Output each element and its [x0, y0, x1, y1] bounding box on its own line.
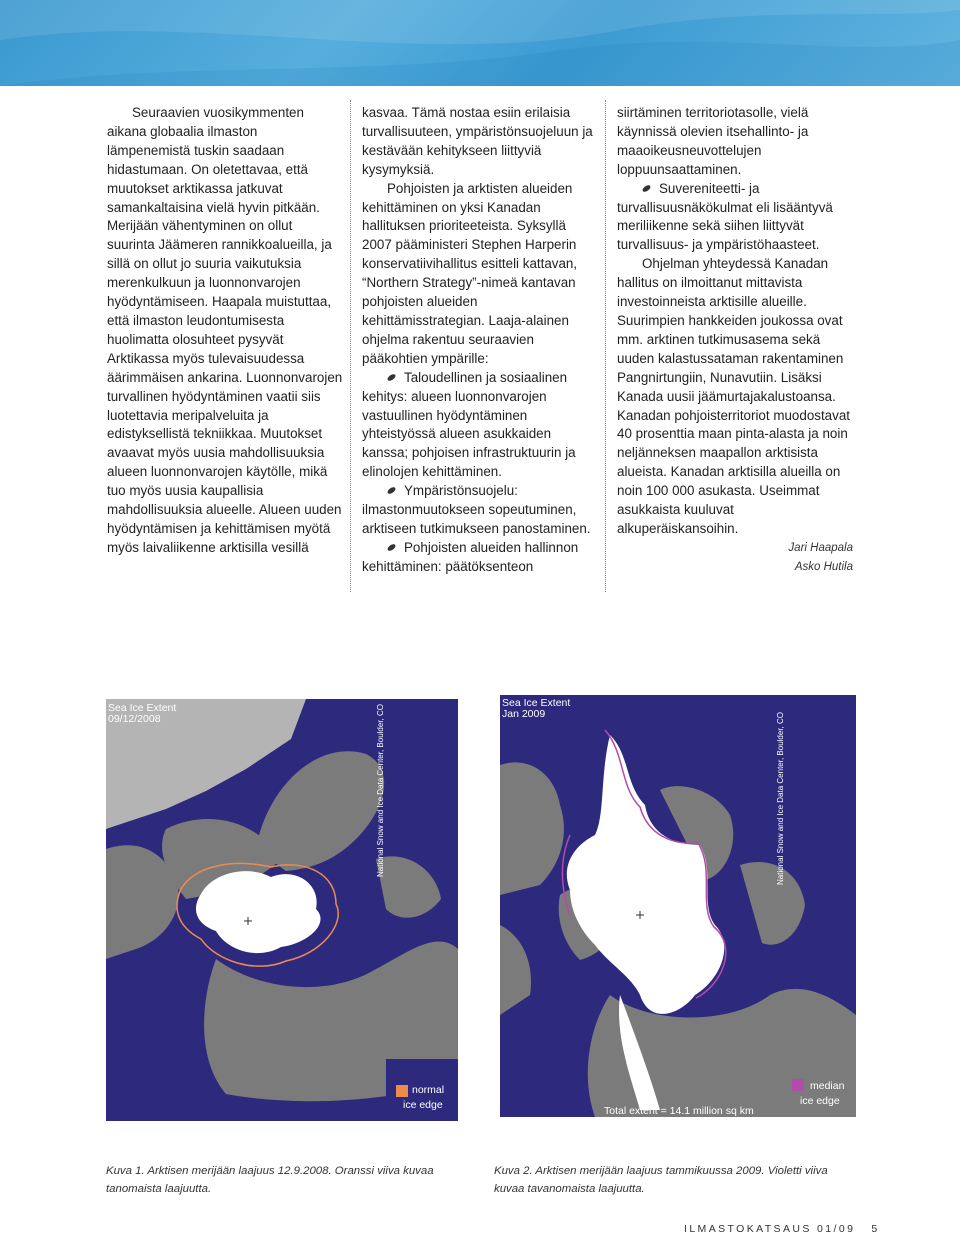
total-extent-label: Total extent = 14.1 million sq km [604, 1105, 754, 1117]
author-name: Jari Haapala [788, 541, 853, 554]
map-title [108, 703, 176, 725]
bullet-item [362, 539, 598, 577]
map-credit: National Snow and Ice Data Center, Boulder, CO [376, 704, 385, 877]
legend-label-1: normal [412, 1084, 445, 1096]
bullet-icon [386, 486, 396, 495]
column1-paragraph: Seuraavien vuosikymmenten aikana globaalia ilmaston lämpenemistä tuskin saadaan hidastumaan. On oletettavaa, että muutokset arktikassa jatkuvat samankaltaisina vielä hyvin pitkään. Merijään vähentyminen on ollut suurinta Jäämeren rannikkoalueilla, ja sillä on ollut jo suuria vaikutuksia merenkulkuun ja luonnonvarojen hyödyntämiseen. Haapala muistuttaa, että ilmaston leudontumisesta huolimatta olosuhteet pysyvät Arktikassa myös tulevaisuudessa äärimmäisen ankarina. Luonnonvarojen turvallinen hyödyntäminen vaatii siis luotettavia meripalveluita ja edistyksellistä tekniikkaa. Muutokset avaavat myös uusia mahdollisuuksia alueen luonnonvarojen käytölle, mikä tuo myös uusia kaupallisia mahdollisuuksia alueelle. Alueen uuden hyödyntämisen ja kehittämisen myötä myös laivaliikenne arktisilla vesillä [107, 105, 343, 555]
header-decoration [0, 0, 960, 86]
map-credit: National Snow and Ice Data Center, Boulder, CO [776, 712, 785, 885]
bullet-item [362, 369, 598, 482]
page-footer [684, 1223, 877, 1235]
text-column-1 [107, 104, 343, 558]
legend-swatch-violet [792, 1079, 804, 1091]
map-title-line-1: Sea Ice Extent [502, 697, 571, 709]
legend-label-2: ice edge [800, 1095, 840, 1107]
bullet-text: Ympäristönsuojelu: ilmastonmuutokseen sopeutuminen, arktiseen tutkimukseen panostaminen. [362, 483, 591, 536]
column2-paragraph-1: kasvaa. Tämä nostaa esiin erilaisia turvallisuuteen, ympäristönsuojeluun ja kestävään kehitykseen liittyviä kysymyksiä. [362, 105, 593, 177]
column3-paragraph-1: siirtäminen territoriotasolle, vielä käynnissä olevien itsehallinto- ja maaoikeusneuvottelujen loppuunsaattaminen. [617, 105, 809, 177]
header-band [0, 0, 960, 86]
figure-caption-1: Kuva 1. Arktisen merijään laajuus 12.9.2008. Oranssi viiva kuvaa tanomaista laajuutta. [106, 1165, 434, 1195]
bullet-icon [386, 373, 396, 382]
bullet-text: Suvereniteetti- ja turvallisuusnäkökulmat eli lisääntyvä meriliikenne sekä siihen liittyvät turvallisuus- ja ympäristöhaasteet. [617, 180, 833, 253]
map-title-line-2: Jan 2009 [502, 708, 546, 720]
legend-label-1: median [810, 1080, 845, 1092]
map-title-line-1: Sea Ice Extent [108, 702, 177, 714]
column2-paragraph-2: Pohjoisten ja arktisten alueiden kehittäminen on yksi Kanadan hallituksen prioriteeteista. Syksyllä 2007 pääministeri Stephen Harperin konservatiivihallitus esitteli kattavan, “Northern Strategy”-nimeä kantavan pohjoisten alueiden kehittämisstrategian. Laaja-alainen ohjelma rakentuu seuraavien pääkohtien ympärille: [362, 180, 578, 366]
bullet-item [617, 180, 853, 256]
bullet-icon [386, 543, 396, 552]
map-title-line-2: 09/12/2008 [108, 713, 161, 725]
page-number: 5 [871, 1223, 878, 1235]
bullet-icon [641, 183, 651, 192]
bullet-text: Pohjoisten alueiden hallinnon kehittäminen: päätöksenteon [362, 539, 579, 574]
sea-ice-map-graphic [500, 695, 856, 1117]
figure-caption-2: Kuva 2. Arktisen merijään laajuus tammikuussa 2009. Violetti viiva kuvaa tavanomaista laajuutta. [494, 1165, 828, 1195]
publication-name: ILMASTOKATSAUS 01/09 [684, 1223, 856, 1235]
sea-ice-map-graphic [106, 699, 458, 1121]
legend-label-2: ice edge [403, 1099, 443, 1111]
text-column-3 [617, 104, 853, 577]
column-separator [350, 100, 351, 592]
text-column-2 [362, 104, 598, 577]
author-name: Asko Hutila [794, 560, 853, 573]
sea-ice-map-2009 [500, 695, 856, 1117]
column-separator [605, 100, 606, 592]
map-title [502, 698, 570, 720]
bullet-item [362, 482, 598, 539]
bullet-text: Taloudellinen ja sosiaalinen kehitys: alueen luonnonvarojen vastuullinen hyödyntäminen yhteistyössä alueen asukkaiden kanssa; pohjoisen infrastruktuurin ja elinolojen kehittäminen. [362, 369, 576, 480]
sea-ice-map-2008 [106, 699, 458, 1121]
legend-swatch-orange [396, 1085, 408, 1097]
column3-paragraph-2: Ohjelman yhteydessä Kanadan hallitus on ilmoittanut mittavista investoinneista arktisille alueille. Suurimpien hankkeiden joukossa ovat mm. arktinen tutkimusasema sekä uuden kalastussataman rakentaminen Pangnirtungiin, Nunavutiin. Lisäksi Kanada uusii jäämurtajakalustoansa. Kanadan pohjoisterritoriot muodostavat 40 prosenttia maan pinta-alasta ja noin neljänneksen maapallon arktisista alueista. Kanadan arktisilla alueilla on noin 100 000 asukasta. Useimmat asukkaista kuuluvat alkuperäiskansoihin. [617, 256, 850, 536]
